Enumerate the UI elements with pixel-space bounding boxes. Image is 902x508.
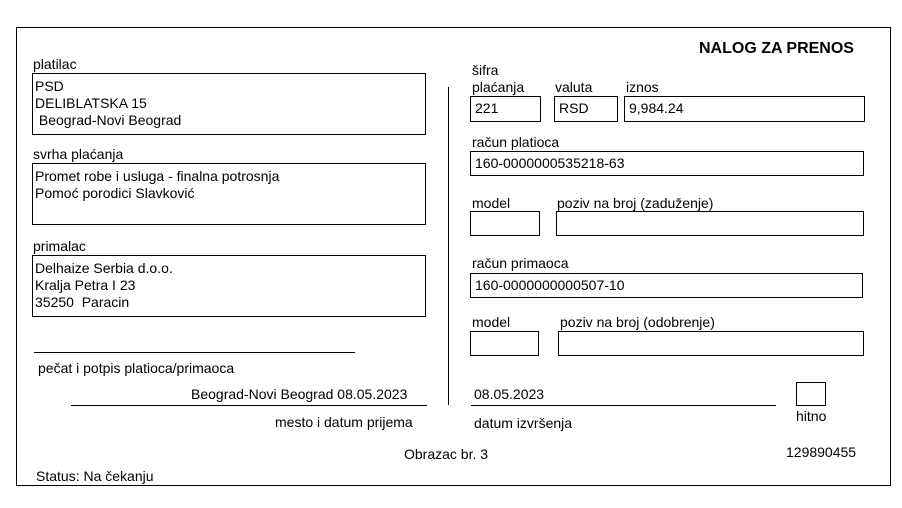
recipient-line: Delhaize Serbia d.o.o. [35, 260, 173, 276]
place-date-value: Beograd-Novi Beograd 08.05.2023 [191, 386, 408, 402]
purpose-field[interactable] [32, 163, 426, 225]
payer-field[interactable] [32, 73, 426, 135]
payment-code-label: šifra [472, 62, 499, 78]
execution-date-label: datum izvršenja [474, 415, 573, 431]
form-title: NALOG ZA PRENOS [699, 40, 854, 57]
recipient-line: Kralja Petra I 23 [35, 277, 136, 293]
signature-label: pečat i potpis platioca/primaoca [38, 360, 235, 376]
urgent-checkbox[interactable] [796, 382, 826, 406]
execution-date-line [471, 405, 776, 406]
purpose-line: Promet robe i usluga - finalna potrosnja [35, 168, 280, 184]
payment-code-label: plaćanja [472, 79, 525, 95]
amount-field[interactable]: 9,984.24 [624, 96, 865, 122]
place-date-label: mesto i datum prijema [275, 414, 413, 430]
payer-line: Beograd-Novi Beograd [35, 112, 182, 128]
payer-account-label: račun platioca [472, 134, 560, 150]
debit-reference-label: poziv na broj (zaduženje) [557, 195, 714, 211]
amount-label: iznos [626, 79, 659, 95]
payer-line: PSD [35, 78, 64, 94]
recipient-label: primalac [33, 238, 86, 254]
credit-model-label: model [472, 314, 511, 330]
credit-reference-field[interactable] [558, 331, 864, 356]
form-number: Obrazac br. 3 [404, 446, 489, 462]
payer-account-field[interactable]: 160-0000000535218-63 [470, 151, 864, 176]
recipient-account-field[interactable]: 160-0000000000507-10 [470, 273, 863, 298]
urgent-label: hitno [796, 408, 827, 424]
payer-line: DELIBLATSKA 15 [35, 95, 147, 111]
recipient-line: 35250 Paracin [35, 294, 130, 310]
credit-model-field[interactable] [470, 331, 539, 356]
credit-reference-label: poziv na broj (odobrenje) [560, 314, 715, 330]
document-number: 129890455 [786, 444, 857, 460]
purpose-line: Pomoć porodici Slavković [35, 185, 195, 201]
debit-reference-field[interactable] [556, 211, 864, 236]
currency-label: valuta [555, 79, 593, 95]
debit-model-label: model [472, 195, 511, 211]
execution-date-value: 08.05.2023 [474, 386, 545, 402]
place-date-line [71, 405, 427, 406]
purpose-label: svrha plaćanja [33, 146, 124, 162]
status-text: Status: Na čekanju [36, 468, 154, 484]
payment-code-field[interactable]: 221 [470, 96, 541, 122]
currency-field[interactable]: RSD [554, 96, 618, 122]
column-divider [448, 87, 449, 405]
recipient-field[interactable] [32, 255, 426, 317]
payer-label: platilac [33, 56, 77, 72]
signature-line [34, 352, 355, 353]
recipient-account-label: račun primaoca [472, 255, 569, 271]
debit-model-field[interactable] [470, 211, 540, 236]
